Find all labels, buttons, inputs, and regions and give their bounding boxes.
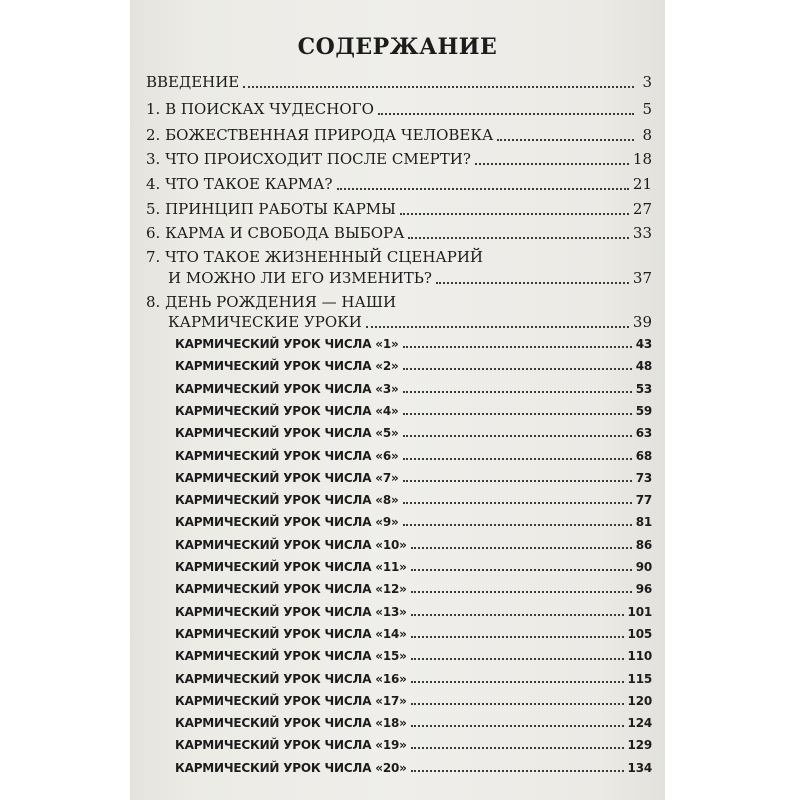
dot-leader xyxy=(400,213,629,215)
dot-leader xyxy=(337,188,629,190)
toc-subentry xyxy=(175,359,652,373)
toc-subentry-page: 77 xyxy=(635,493,652,508)
toc-entry-page: 39 xyxy=(632,313,652,331)
dot-leader xyxy=(411,591,632,593)
toc-entry-label: И МОЖНО ЛИ ЕГО ИЗМЕНИТЬ? xyxy=(168,269,432,287)
toc-entry-page: 5 xyxy=(642,100,652,118)
toc-subentry-label: КАРМИЧЕСКИЙ УРОК ЧИСЛА «11» xyxy=(175,560,407,574)
dot-leader xyxy=(243,86,634,88)
toc-subentry xyxy=(175,560,652,574)
dot-leader xyxy=(411,614,624,616)
dot-leader xyxy=(403,413,632,415)
dot-leader xyxy=(408,237,628,239)
dot-leader xyxy=(411,681,624,683)
toc-subentry-page: 101 xyxy=(627,604,652,619)
toc-subentry-page: 53 xyxy=(635,381,652,396)
toc-subentry xyxy=(175,605,652,619)
dot-leader xyxy=(403,524,632,526)
toc-subentry xyxy=(175,471,652,485)
toc-subentry-page: 105 xyxy=(627,626,652,641)
toc-entry-page: 27 xyxy=(632,200,652,218)
dot-leader xyxy=(436,282,629,284)
toc-subentry-page: 134 xyxy=(627,760,652,775)
toc-subentry-label: КАРМИЧЕСКИЙ УРОК ЧИСЛА «15» xyxy=(175,649,407,664)
dot-leader xyxy=(411,658,624,660)
toc-subentry-label: КАРМИЧЕСКИЙ УРОК ЧИСЛА «12» xyxy=(175,582,407,597)
toc-subentry-page: 73 xyxy=(635,470,652,485)
toc-entry xyxy=(168,313,652,331)
toc-subentry-page: 110 xyxy=(627,649,652,664)
toc-subentry-page: 129 xyxy=(627,738,652,753)
toc-subentry-page: 68 xyxy=(635,448,652,463)
dot-leader xyxy=(403,346,632,348)
toc-subentry-page: 81 xyxy=(635,515,652,530)
dot-leader xyxy=(366,326,629,328)
dot-leader xyxy=(403,458,632,460)
toc-subentry-label: КАРМИЧЕСКИЙ УРОК ЧИСЛА «10» xyxy=(175,537,407,552)
toc-entry-page: 18 xyxy=(632,150,652,168)
toc-entry-label: КАРМИЧЕСКИЕ УРОКИ xyxy=(168,313,362,331)
toc-subentry-page: 124 xyxy=(627,716,652,731)
toc-subentry xyxy=(175,716,652,730)
book-page xyxy=(130,0,665,800)
toc-entry-page: 21 xyxy=(632,175,652,193)
toc-entry-label: ВВЕДЕНИЕ xyxy=(146,73,240,91)
toc-entry xyxy=(146,175,652,193)
dot-leader xyxy=(403,391,632,393)
toc-subentry xyxy=(175,382,652,396)
toc-subentry-label: КАРМИЧЕСКИЙ УРОК ЧИСЛА «8» xyxy=(175,493,399,508)
dot-leader xyxy=(497,139,634,141)
toc-subentry xyxy=(175,337,652,351)
dot-leader xyxy=(403,502,632,504)
toc-entry-page: 3 xyxy=(642,73,652,91)
toc-subentry-label: КАРМИЧЕСКИЙ УРОК ЧИСЛА «18» xyxy=(175,716,407,731)
dot-leader xyxy=(475,163,629,165)
toc-entry xyxy=(146,200,652,218)
dot-leader xyxy=(411,703,624,705)
toc-subentry-page: 48 xyxy=(635,359,652,374)
dot-leader xyxy=(411,547,632,549)
toc-subentry xyxy=(175,738,652,752)
toc-subentry xyxy=(175,627,652,641)
toc-entry xyxy=(146,224,652,242)
toc-subentry-label: КАРМИЧЕСКИЙ УРОК ЧИСЛА «20» xyxy=(175,760,407,775)
toc-subentry xyxy=(175,649,652,663)
toc-subentry xyxy=(175,582,652,596)
toc-subentry-page: 63 xyxy=(635,426,652,441)
toc-entry-label-line1: 7. ЧТО ТАКОЕ ЖИЗНЕННЫЙ СЦЕНАРИЙ xyxy=(146,248,484,266)
toc-subentry-label: КАРМИЧЕСКИЙ УРОК ЧИСЛА «2» xyxy=(175,359,399,374)
toc-entry-page: 33 xyxy=(632,224,652,242)
dot-leader xyxy=(403,480,632,482)
toc-subentry-page: 115 xyxy=(627,671,652,686)
toc-entry-label: 6. КАРМА И СВОБОДА ВЫБОРА xyxy=(146,224,405,242)
toc-subentry-label: КАРМИЧЕСКИЙ УРОК ЧИСЛА «1» xyxy=(175,337,399,351)
dot-leader xyxy=(411,770,624,772)
dot-leader xyxy=(403,435,632,437)
toc-subentry-page: 59 xyxy=(635,403,652,418)
toc-entry xyxy=(146,100,652,118)
toc-entry-page: 8 xyxy=(642,126,652,144)
toc-entry-label: 3. ЧТО ПРОИСХОДИТ ПОСЛЕ СМЕРТИ? xyxy=(146,150,471,168)
toc-subentry-label: КАРМИЧЕСКИЙ УРОК ЧИСЛА «17» xyxy=(175,693,407,708)
toc-subentry-label: КАРМИЧЕСКИЙ УРОК ЧИСЛА «6» xyxy=(175,448,399,463)
toc-subentry-page: 43 xyxy=(635,337,652,351)
toc-subentry-label: КАРМИЧЕСКИЙ УРОК ЧИСЛА «5» xyxy=(175,426,399,441)
toc-subentry-label: КАРМИЧЕСКИЙ УРОК ЧИСЛА «4» xyxy=(175,403,399,418)
dot-leader xyxy=(378,113,634,115)
toc-subentry xyxy=(175,426,652,440)
toc-entry xyxy=(146,150,652,168)
dot-leader xyxy=(411,725,624,727)
page-title: СОДЕРЖАНИЕ xyxy=(297,34,498,60)
dot-leader xyxy=(411,636,624,638)
toc-subentry-label: КАРМИЧЕСКИЙ УРОК ЧИСЛА «3» xyxy=(175,381,399,396)
toc-subentry-page: 120 xyxy=(627,693,652,708)
toc-entry-label: 2. БОЖЕСТВЕННАЯ ПРИРОДА ЧЕЛОВЕКА xyxy=(146,126,494,144)
toc-subentry xyxy=(175,449,652,463)
toc-entry xyxy=(146,126,652,144)
dot-leader xyxy=(411,747,624,749)
toc-entry-label: 5. ПРИНЦИП РАБОТЫ КАРМЫ xyxy=(146,200,396,218)
toc-subentry-label: КАРМИЧЕСКИЙ УРОК ЧИСЛА «14» xyxy=(175,626,407,641)
toc-subentry-label: КАРМИЧЕСКИЙ УРОК ЧИСЛА «19» xyxy=(175,738,407,753)
toc-entry-label-line1: 8. ДЕНЬ РОЖДЕНИЯ — НАШИ xyxy=(146,293,397,311)
toc-entry xyxy=(146,73,652,91)
toc-subentry xyxy=(175,515,652,529)
toc-subentry-label: КАРМИЧЕСКИЙ УРОК ЧИСЛА «13» xyxy=(175,604,407,619)
dot-leader xyxy=(403,368,632,370)
toc-subentry-label: КАРМИЧЕСКИЙ УРОК ЧИСЛА «7» xyxy=(175,470,399,485)
toc-subentry-label: КАРМИЧЕСКИЙ УРОК ЧИСЛА «16» xyxy=(175,671,407,686)
toc-subentry xyxy=(175,538,652,552)
toc-entry-label: 4. ЧТО ТАКОЕ КАРМА? xyxy=(146,175,333,193)
toc-subentry-label: КАРМИЧЕСКИЙ УРОК ЧИСЛА «9» xyxy=(175,515,399,530)
toc-subentry-page: 90 xyxy=(635,560,652,574)
toc-subentry xyxy=(175,694,652,708)
dot-leader xyxy=(411,569,632,571)
toc-subentry xyxy=(175,404,652,418)
toc-entry-page: 37 xyxy=(632,269,652,287)
toc-subentry xyxy=(175,493,652,507)
toc-subentry-page: 86 xyxy=(635,537,652,552)
toc-subentry xyxy=(175,672,652,686)
toc-entry xyxy=(168,269,652,287)
toc-subentry xyxy=(175,761,652,775)
toc-entry-label: 1. В ПОИСКАХ ЧУДЕСНОГО xyxy=(146,100,374,118)
toc-subentry-page: 96 xyxy=(635,582,652,597)
